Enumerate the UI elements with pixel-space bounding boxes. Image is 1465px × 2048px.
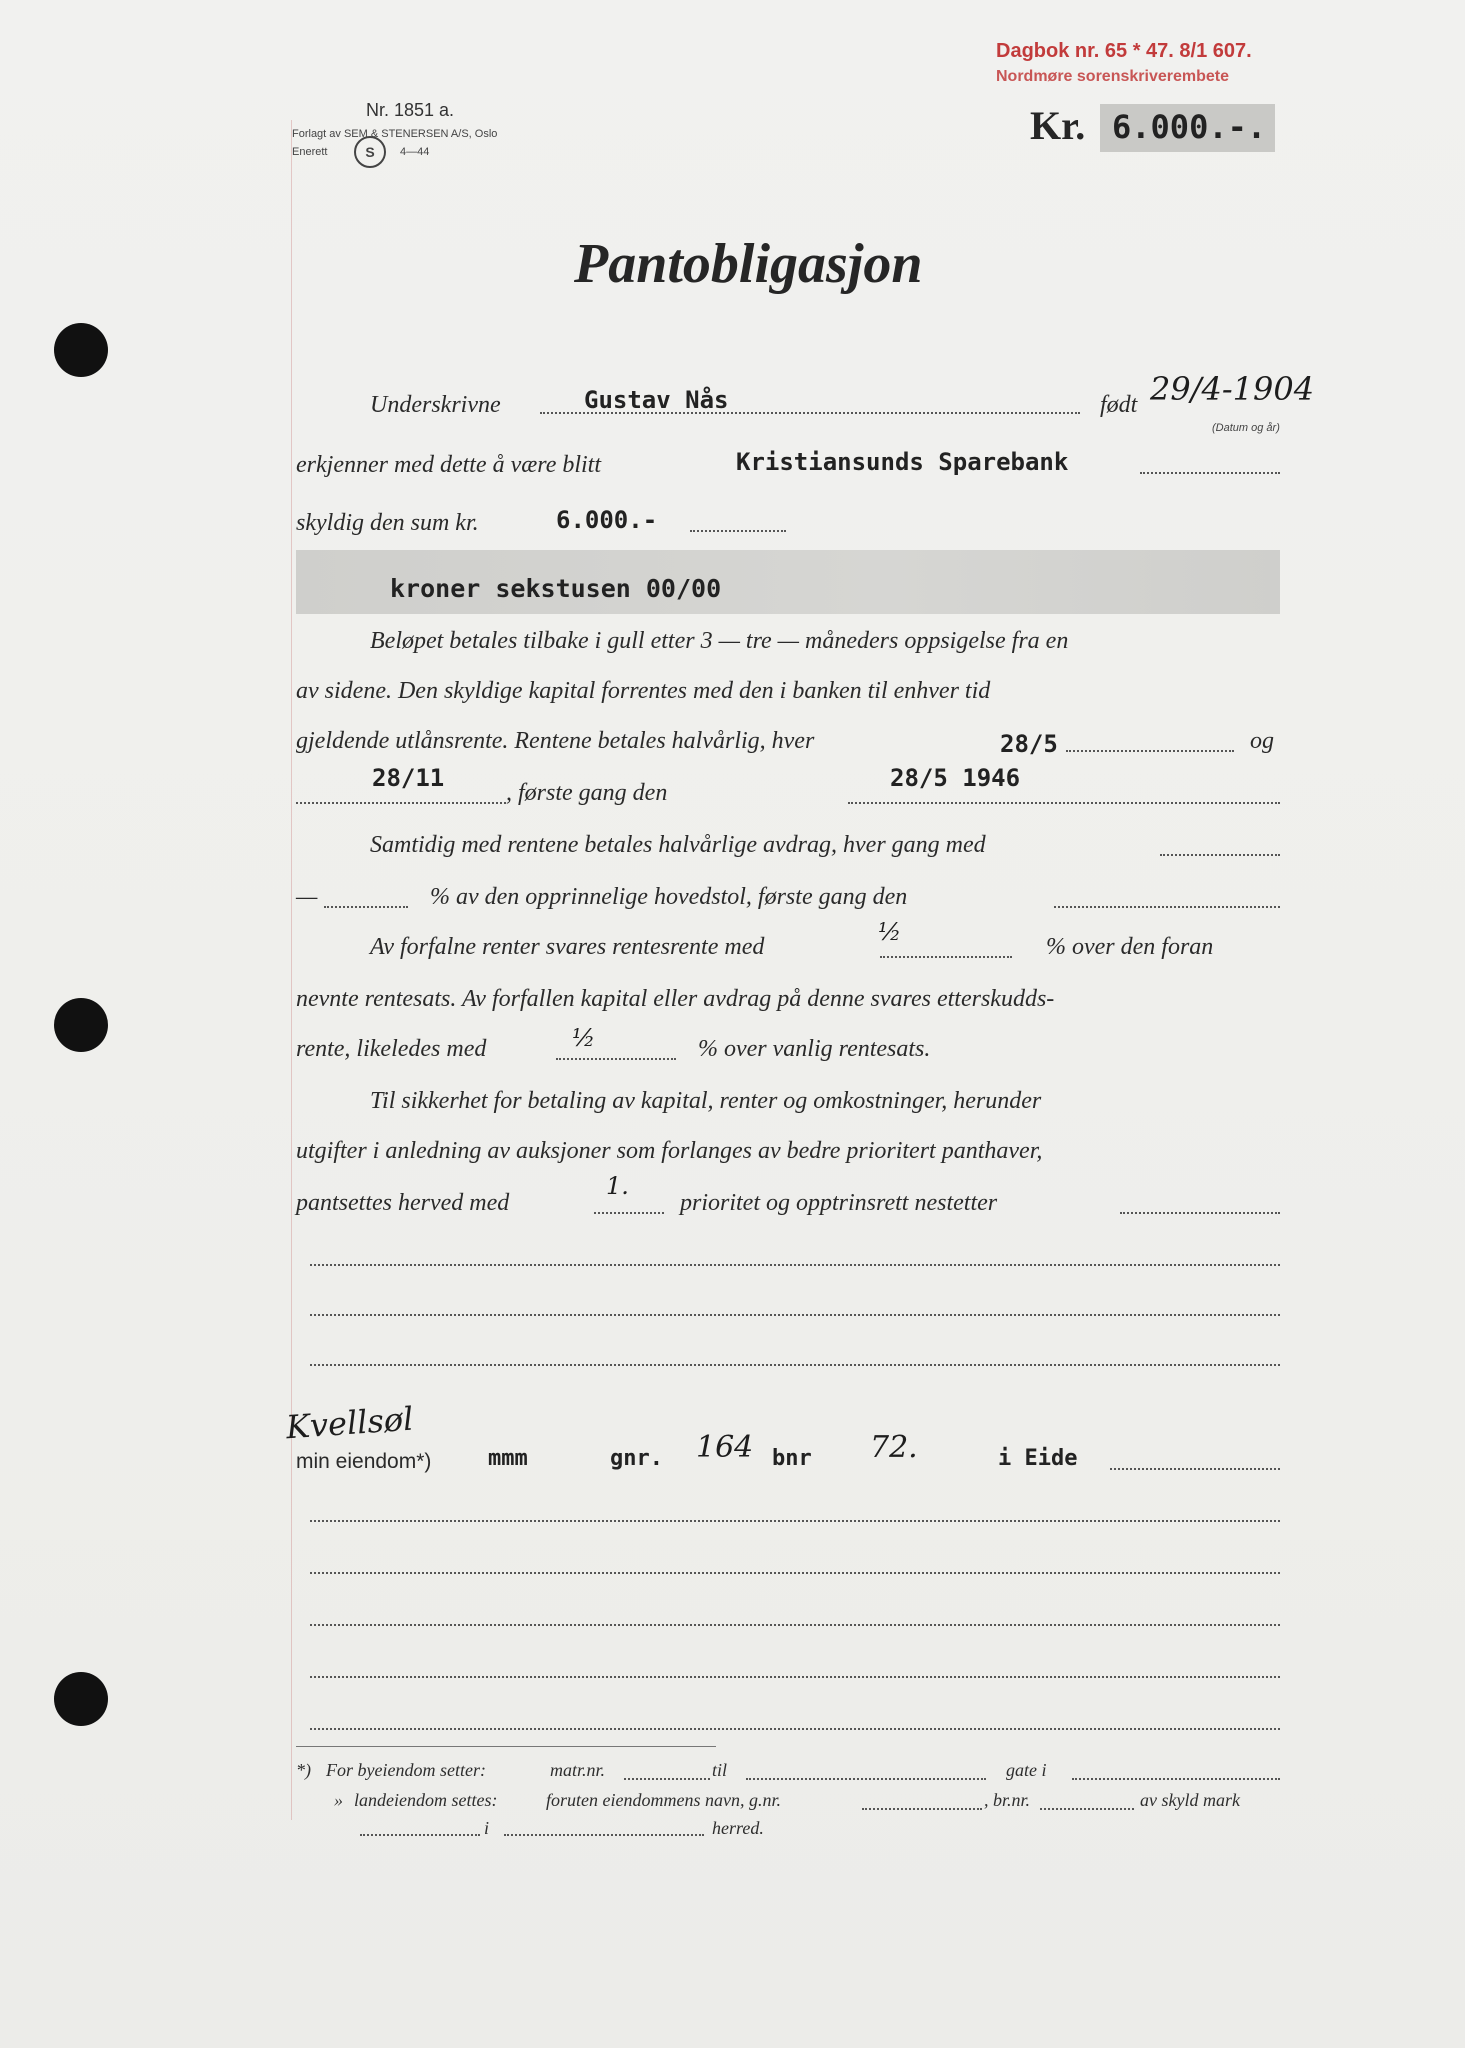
compound-rate-dots: [880, 956, 1012, 958]
blank-line: [310, 1520, 1280, 1522]
footnote-line3-a: i: [484, 1818, 490, 1838]
gnr-label: gnr.: [610, 1446, 663, 1471]
body-line-6-dash: —: [296, 884, 318, 910]
body-line-3a: gjeldende utlånsrente. Rentene betales halvårlig, hver: [296, 728, 815, 754]
datum-hint: (Datum og år): [1212, 422, 1280, 434]
underskrivne-label: Underskrivne: [370, 392, 501, 418]
erkjenner-label: erkjenner med dette å være blitt: [296, 452, 602, 478]
installment-date-dots: [1054, 906, 1280, 908]
priority-dots: [594, 1212, 664, 1214]
installment-dots: [1160, 854, 1280, 856]
blank-line: [310, 1314, 1280, 1316]
priority-value: 1.: [606, 1172, 629, 1200]
sum-value: 6.000.-: [556, 506, 658, 534]
compound-rate: ½: [878, 918, 902, 946]
footnote-dots: [360, 1834, 480, 1836]
footnote-line2-a: landeiendom settes:: [354, 1790, 498, 1810]
punch-hole-top: [54, 323, 108, 377]
late-rate-dots: [556, 1058, 676, 1060]
footnote-dots: [1072, 1778, 1280, 1780]
body-line-2: av sidene. Den skyldige kapital forrentes med den i banken til enhver tid: [296, 678, 991, 704]
property-typed-prefix: mmm: [488, 1446, 528, 1471]
form-publisher: Forlagt av SEM & STENERSEN A/S, Oslo: [292, 128, 498, 140]
body-line-12b: prioritet og opptrinsrett nestetter: [680, 1190, 998, 1216]
percent-dots: [324, 906, 408, 908]
body-line-12a: pantsettes herved med: [296, 1190, 510, 1216]
gnr-value: 164: [696, 1430, 754, 1465]
footnote-line2-d: av skyld mark: [1140, 1790, 1240, 1810]
debtor-name: Gustav Nås: [584, 386, 729, 414]
footnote-marker: *): [296, 1760, 311, 1780]
first-interest-date: 28/5 1946: [890, 764, 1021, 792]
footnote-line2-c: , br.nr.: [984, 1790, 1031, 1810]
property-name-handwritten: Kvellsøl: [284, 1399, 415, 1447]
form-rights: Enerett: [292, 146, 328, 158]
footnote-line1-d: gate i: [1006, 1760, 1047, 1780]
nestetter-dots: [1120, 1212, 1280, 1214]
late-rate: ½: [572, 1024, 596, 1052]
interest-date-2-dots: [296, 802, 506, 804]
sum-dots: [690, 530, 786, 532]
amount-label: Kr.: [1030, 103, 1086, 148]
fodt-label: født: [1100, 392, 1138, 418]
footnote-line1-c: til: [712, 1760, 728, 1780]
footnote-line1-a: For byeiendom setter:: [326, 1760, 486, 1780]
creditor-name: Kristiansunds Sparebank: [736, 448, 1069, 476]
property-dots: [1110, 1468, 1280, 1470]
registry-stamp-line1: Dagbok nr. 65 * 47. 8/1 607.: [996, 40, 1252, 62]
bnr-value: 72.: [870, 1430, 918, 1465]
bnr-label: bnr: [772, 1446, 812, 1471]
interest-date-1-dots: [1066, 750, 1234, 752]
property-place: i Eide: [998, 1446, 1078, 1471]
skyldig-label: skyldig den sum kr.: [296, 510, 479, 536]
publisher-logo: S: [354, 136, 386, 168]
body-line-7b: % over den foran: [1046, 934, 1214, 960]
body-line-1: Beløpet betales tilbake i gull etter 3 — tre — måneders oppsigelse fra en: [370, 628, 1069, 654]
punch-hole-bottom: [54, 1672, 108, 1726]
body-line-11: utgifter i anledning av auksjoner som forlanges av bedre prioritert panthaver,: [296, 1138, 1043, 1164]
blank-line: [310, 1572, 1280, 1574]
footnote-line1-b: matr.nr.: [550, 1760, 606, 1780]
form-number: Nr. 1851 a.: [366, 100, 455, 120]
punch-hole-middle: [54, 998, 108, 1052]
body-line-9a: rente, likeledes med: [296, 1036, 487, 1062]
footnote-dots: [1040, 1808, 1134, 1810]
footnote-rule: [296, 1746, 716, 1747]
body-line-4: , første gang den: [506, 780, 668, 806]
body-line-6: % av den opprinnelige hovedstol, første gang den: [430, 884, 908, 910]
blank-line: [310, 1264, 1280, 1266]
amount-value: 6.000.-.: [1112, 108, 1267, 146]
first-date-dots: [848, 802, 1280, 804]
blank-line: [310, 1364, 1280, 1366]
interest-date-1: 28/5: [1000, 730, 1058, 758]
interest-date-2: 28/11: [372, 764, 445, 792]
property-label: min eiendom*): [296, 1450, 432, 1473]
birth-date: 29/4-1904: [1150, 370, 1315, 408]
registry-stamp-line2: Nordmøre sorenskriverembete: [996, 68, 1229, 85]
margin-rule: [291, 120, 292, 1820]
blank-line: [310, 1728, 1280, 1730]
body-line-5: Samtidig med rentene betales halvårlige avdrag, hver gang med: [370, 832, 986, 858]
document-title: Pantobligasjon: [574, 233, 923, 295]
body-line-8: nevnte rentesats. Av forfallen kapital eller avdrag på denne svares etterskudds-: [296, 986, 1055, 1012]
blank-line: [310, 1624, 1280, 1626]
footnote-dots: [746, 1778, 986, 1780]
body-line-10: Til sikkerhet for betaling av kapital, renter og omkostninger, herunder: [370, 1088, 1042, 1114]
footnote-dots: [504, 1834, 704, 1836]
form-edition: 4—44: [400, 146, 430, 158]
creditor-dots: [1140, 472, 1280, 474]
blank-line: [310, 1676, 1280, 1678]
body-line-3b: og: [1250, 728, 1274, 754]
body-line-9b: % over vanlig rentesats.: [698, 1036, 931, 1062]
amount-in-words: kroner sekstusen 00/00: [390, 574, 722, 603]
footnote-dots: [862, 1808, 982, 1810]
body-line-7a: Av forfalne renter svares rentesrente med: [370, 934, 765, 960]
footnote-line3-b: herred.: [712, 1818, 764, 1838]
footnote-line2-b: foruten eiendommens navn, g.nr.: [546, 1790, 781, 1810]
footnote-dots: [624, 1778, 710, 1780]
footnote-line2-marker: »: [334, 1790, 343, 1810]
